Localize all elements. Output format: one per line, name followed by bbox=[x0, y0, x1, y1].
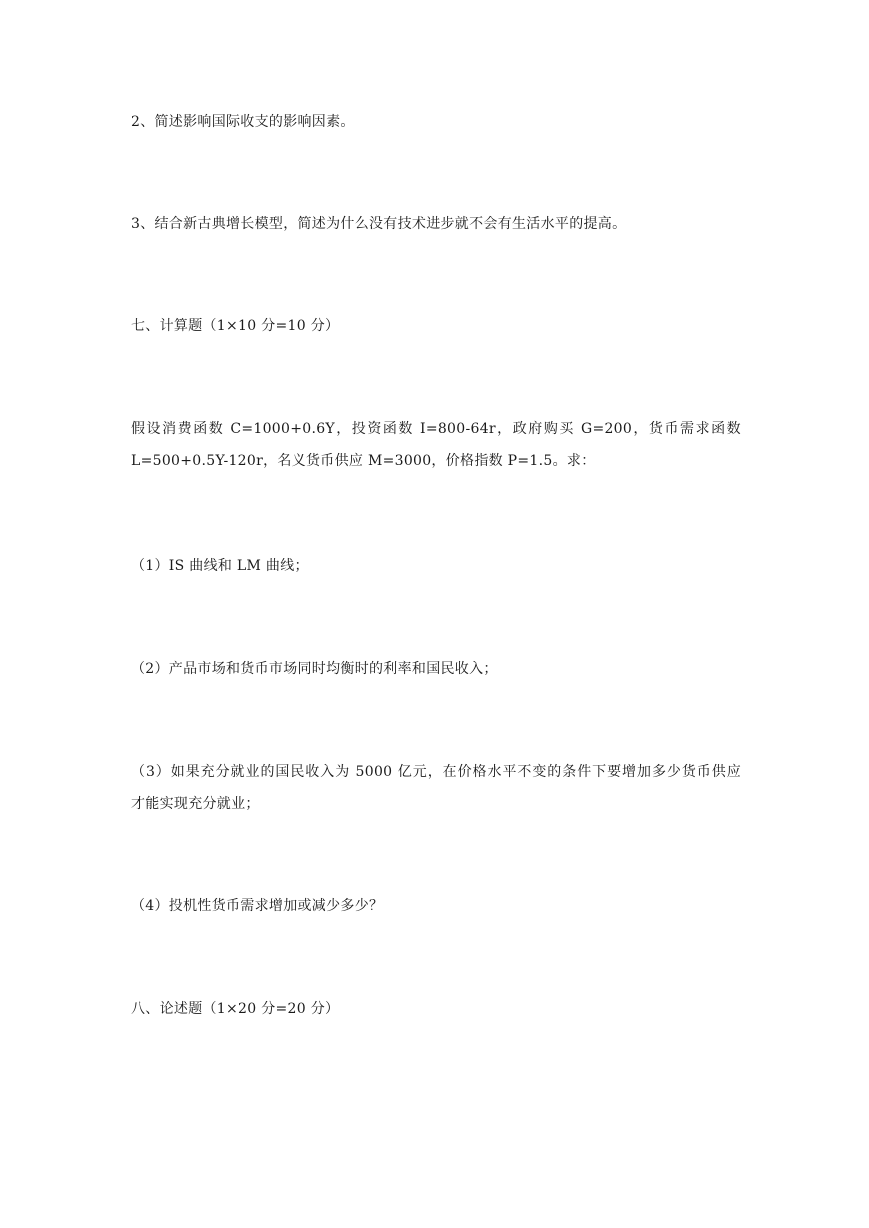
question-3: 3、结合新古典增长模型，简述为什么没有技术进步就不会有生活水平的提高。 bbox=[131, 216, 627, 232]
problem-statement-line-1: 假设消费函数 C=1000+0.6Y，投资函数 I=800-64r，政府购买 G=200，货币需求函数 bbox=[131, 421, 741, 437]
sub-question-2: （2）产品市场和货币市场同时均衡时的利率和国民收入； bbox=[131, 661, 498, 677]
problem-statement-line-2: L=500+0.5Y-120r，名义货币供应 M=3000，价格指数 P=1.5。求： bbox=[131, 453, 596, 469]
sub-question-3-line-1: （3）如果充分就业的国民收入为 5000 亿元，在价格水平不变的条件下要增加多少货币供应 bbox=[131, 764, 741, 780]
sub-question-3-line-2: 才能实现充分就业； bbox=[131, 796, 260, 812]
sub-question-4: （4）投机性货币需求增加或减少多少？ bbox=[131, 898, 384, 914]
sub-question-1: （1）IS 曲线和 LM 曲线； bbox=[131, 558, 309, 574]
question-2: 2、简述影响国际收支的影响因素。 bbox=[131, 114, 355, 130]
section-8-heading: 八、论述题（1×20 分=20 分） bbox=[131, 1001, 340, 1017]
section-7-heading: 七、计算题（1×10 分=10 分） bbox=[131, 318, 340, 334]
